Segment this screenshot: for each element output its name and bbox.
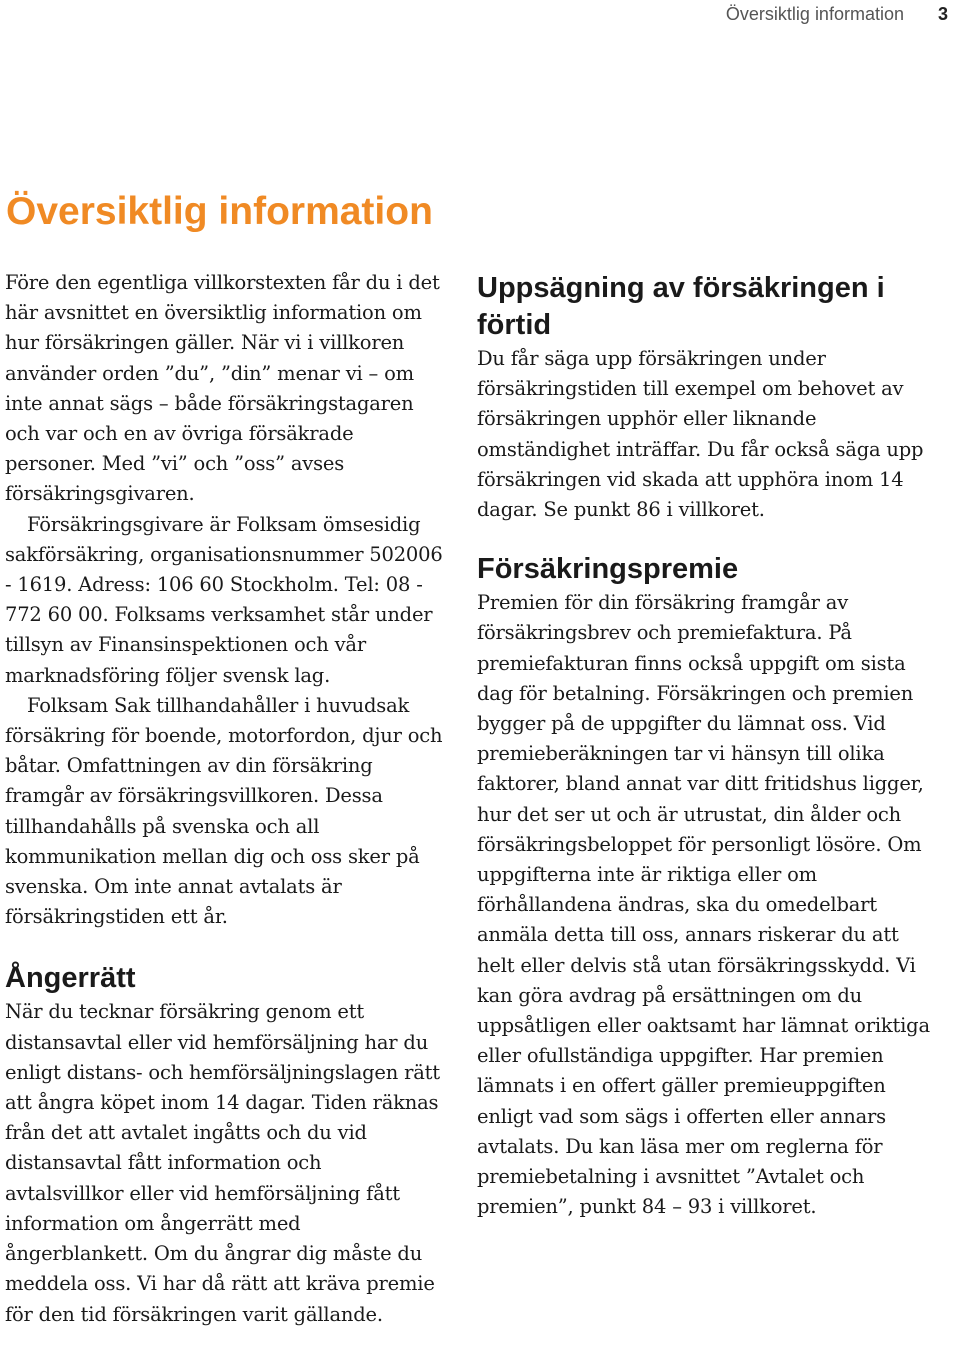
page-number: 3	[937, 4, 948, 24]
section-heading-uppsagning: Uppsägning av försäkringen i förtid	[477, 272, 885, 341]
scope-paragraph: Folksam Sak tillhandahåller i huvudsak försäkring för boende, motorfordon, djur och båtar. Omfattningen av din försäkring framgår av försäkringsvillkoren. Dessa tillhandahålls på svenska och all kommunikation mellan dig och oss sker på svenska. Om inte annat avtalats är försäkringstiden ett år.	[5, 693, 443, 929]
running-header	[726, 4, 948, 25]
premie-paragraph: Premien för din försäkring framgår av försäkringsbrev och premiefaktura. På premiefakturan finns också uppgift om sista dag för betalning. Försäkringen och premien bygger på de uppgifter du lämnat oss. Vid premieberäkningen tar vi hänsyn till olika faktorer, bland annat var ditt fritidshus ligger, hur det ser ut och är utrustat, din ålder och försäkringsbeloppet för personligt lösöre. Om uppgifterna inte är riktiga eller om förhållandena ändras, ska du omedelbart anmäla detta till oss, annars riskerar du att helt eller delvis stå utan försäkringsskydd. Vi kan göra avdrag på ersättningen om du uppsåtligen eller oaktsamt har lämnat oriktiga eller ofullständiga uppgifter. Har premien lämnats i en offert gäller premieuppgiften enligt vad som sägs i offerten eller annars avtalats. Du kan läsa mer om reglerna för premiebetalning i avsnittet ”Avtalet och premien”, punkt 84 – 93 i villkoret.	[477, 591, 930, 1219]
uppsagning-paragraph: Du får säga upp försäkringen under försäkringstiden till exempel om behovet av försäkringen upphör eller liknande omständighet inträffar. Du får också säga upp försäkringen vid skada att upphöra inom 14 dagar. Se punkt 86 i villkoret.	[477, 347, 924, 522]
section-heading-angerratt: Ångerrätt	[5, 962, 136, 995]
section-heading-premie: Försäkringspremie	[477, 553, 739, 586]
angerratt-paragraph: När du tecknar försäkring genom ett distansavtal eller vid hemförsäljning har du enligt distans- och hemförsäljningslagen rätt att ångra köpet inom 14 dagar. Tiden räknas från det att avtalet ingåtts och du vid distansavtal fått information och avtalsvillkor eller vid hemförsäljning fått information om ångerrätt med ångerblankett. Om du ångrar dig måste du meddela oss. Vi har då rätt att kräva premie för den tid försäkringen varit gällande.	[5, 1000, 440, 1326]
right-column	[477, 270, 939, 1222]
left-column	[5, 268, 445, 1330]
running-head-title: Översiktlig information	[725, 4, 904, 24]
insurer-paragraph: Försäkringsgivare är Folksam ömsesidig sakförsäkring, organisationsnummer 502006 - 1619. Adress: 106 60 Stockholm. Tel: 08 - 772 60 00. Folksams verksamhet står under tillsyn av Finansinspektionen och vår marknadsföring följer svensk lag.	[5, 512, 443, 687]
intro-paragraph: Före den egentliga villkorstexten får du i det här avsnittet en översiktlig information om hur försäkringen gäller. När vi i villkoren använder orden ”du”, ”din” menar vi – om inte annat sägs – både försäkringstagaren och var och en av övriga försäkrade personer. Med ”vi” och ”oss” avses försäkringsgivaren.	[5, 271, 440, 506]
page-title: Översiktlig information	[6, 190, 433, 233]
